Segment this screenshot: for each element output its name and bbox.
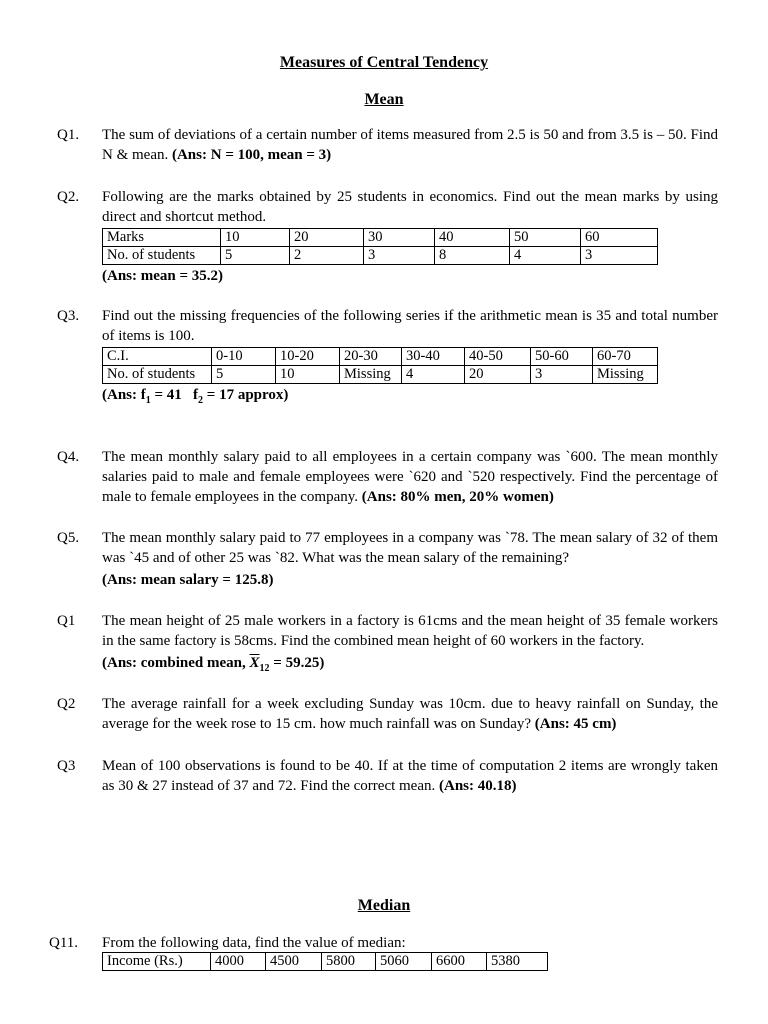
table-cell: 10 xyxy=(276,366,340,384)
table-cell: 20-30 xyxy=(340,348,402,366)
section-heading-mean: Mean xyxy=(364,91,404,108)
table-cell: Missing xyxy=(593,366,658,384)
table-cell: 40 xyxy=(435,229,510,247)
table-cell: 30-40 xyxy=(402,348,465,366)
question-text xyxy=(102,756,718,796)
marks-table xyxy=(102,228,658,265)
table-cell: 5380 xyxy=(487,953,548,971)
question-body: The sum of deviations of a certain number of items measured from 2.5 is 50 and from 3.5 is – 50. Find N & mean. xyxy=(102,127,718,163)
question-number: Q3. xyxy=(57,308,80,324)
table-cell: 3 xyxy=(364,247,435,265)
question-text: From the following data, find the value of median: xyxy=(102,935,406,951)
answer-part: = 59.25) xyxy=(269,655,325,671)
answer: (Ans: 80% men, 20% women) xyxy=(361,489,554,505)
answer xyxy=(102,653,718,673)
question-text xyxy=(102,447,718,507)
table-cell: 5060 xyxy=(376,953,432,971)
question-number: Q5. xyxy=(57,530,80,546)
answer-part: (Ans: f xyxy=(102,387,146,403)
table-cell: 10-20 xyxy=(276,348,340,366)
table-cell: 60-70 xyxy=(593,348,658,366)
question-text: Following are the marks obtained by 25 students in economics. Find out the mean marks by using direct and shortcut method. xyxy=(102,189,718,225)
table-cell: 4000 xyxy=(211,953,266,971)
table-cell: 3 xyxy=(581,247,658,265)
question-number: Q2. xyxy=(57,189,80,205)
table-cell: 10 xyxy=(221,229,290,247)
answer xyxy=(102,385,718,405)
question-text xyxy=(102,125,718,165)
question-body: The average rainfall for a week excluding Sunday was 10cm. due to heavy rainfall on Sunday, the average for the week rose to 15 cm. how much rainfall was on Sunday? xyxy=(102,696,718,732)
question-number: Q11. xyxy=(49,935,79,951)
question-text: The mean monthly salary paid to 77 employees in a company was `78. The mean salary of 32 of them was `45 and of other 25 was `82. What was the mean salary of the remaining? xyxy=(102,530,718,566)
question-number: Q1 xyxy=(57,613,76,629)
table-cell: 6600 xyxy=(432,953,487,971)
table-cell: Income (Rs.) xyxy=(103,953,211,971)
answer-subscript: 1 xyxy=(145,395,151,406)
question-number: Q1. xyxy=(57,127,80,143)
question-text xyxy=(102,694,718,734)
x-bar-symbol: $\overline{X}$ xyxy=(249,655,260,671)
table-cell: Marks xyxy=(103,229,221,247)
frequency-table xyxy=(102,347,658,384)
table-cell: 0-10 xyxy=(212,348,276,366)
answer-part: = 41 f xyxy=(150,387,199,403)
answer-part: (Ans: combined mean, xyxy=(102,655,250,671)
table-cell: No. of students xyxy=(103,247,221,265)
table-cell: 20 xyxy=(290,229,364,247)
table-cell: 50 xyxy=(510,229,581,247)
table-cell: 4 xyxy=(510,247,581,265)
answer: (Ans: mean = 35.2) xyxy=(102,268,224,284)
question-body: The mean monthly salary paid to all employees in a certain company was `600. The mean monthly salaries paid to male and female employees were `620 and `520 respectively. Find the percentage of male to female employees in the company. xyxy=(102,449,718,505)
question-text: The mean height of 25 male workers in a factory is 61cms and the mean height of 35 female workers in the same factory is 58cms. Find the combined mean height of 60 workers in the factory. xyxy=(102,613,718,649)
table-row xyxy=(103,348,658,366)
table-cell: 5800 xyxy=(322,953,376,971)
answer: (Ans: 45 cm) xyxy=(534,716,617,732)
table-cell: 50-60 xyxy=(531,348,593,366)
question-body: Mean of 100 observations is found to be 40. If at the time of computation 2 items are wrongly taken as 30 & 27 instead of 37 and 72. Find the correct mean. xyxy=(102,758,718,794)
table-cell: 3 xyxy=(531,366,593,384)
table-row xyxy=(103,229,658,247)
page-title: Measures of Central Tendency xyxy=(279,54,489,71)
table-cell: 20 xyxy=(465,366,531,384)
section-heading-median: Median xyxy=(357,897,411,914)
answer: (Ans: mean salary = 125.8) xyxy=(102,572,274,588)
answer-part: = 17 approx) xyxy=(203,387,289,403)
income-table xyxy=(102,952,548,971)
table-cell: 5 xyxy=(221,247,290,265)
table-cell: 4 xyxy=(402,366,465,384)
question-text: Find out the missing frequencies of the following series if the arithmetic mean is 35 and total number of items is 100. xyxy=(102,308,718,344)
table-cell: 5 xyxy=(212,366,276,384)
question-number: Q4. xyxy=(57,449,80,465)
table-row xyxy=(103,247,658,265)
table-cell: 30 xyxy=(364,229,435,247)
table-cell: 40-50 xyxy=(465,348,531,366)
answer-subscript: 2 xyxy=(198,395,204,406)
question-number: Q3 xyxy=(57,758,76,774)
answer: (Ans: 40.18) xyxy=(439,778,517,794)
question-number: Q2 xyxy=(57,696,76,712)
table-cell: 60 xyxy=(581,229,658,247)
table-cell: C.I. xyxy=(103,348,212,366)
table-cell: 4500 xyxy=(266,953,322,971)
table-cell: Missing xyxy=(340,366,402,384)
table-row xyxy=(103,366,658,384)
table-cell: 2 xyxy=(290,247,364,265)
table-cell: No. of students xyxy=(103,366,212,384)
table-row xyxy=(103,953,548,971)
table-cell: 8 xyxy=(435,247,510,265)
answer-subscript: 12 xyxy=(259,663,270,674)
answer: (Ans: N = 100, mean = 3) xyxy=(171,147,332,163)
